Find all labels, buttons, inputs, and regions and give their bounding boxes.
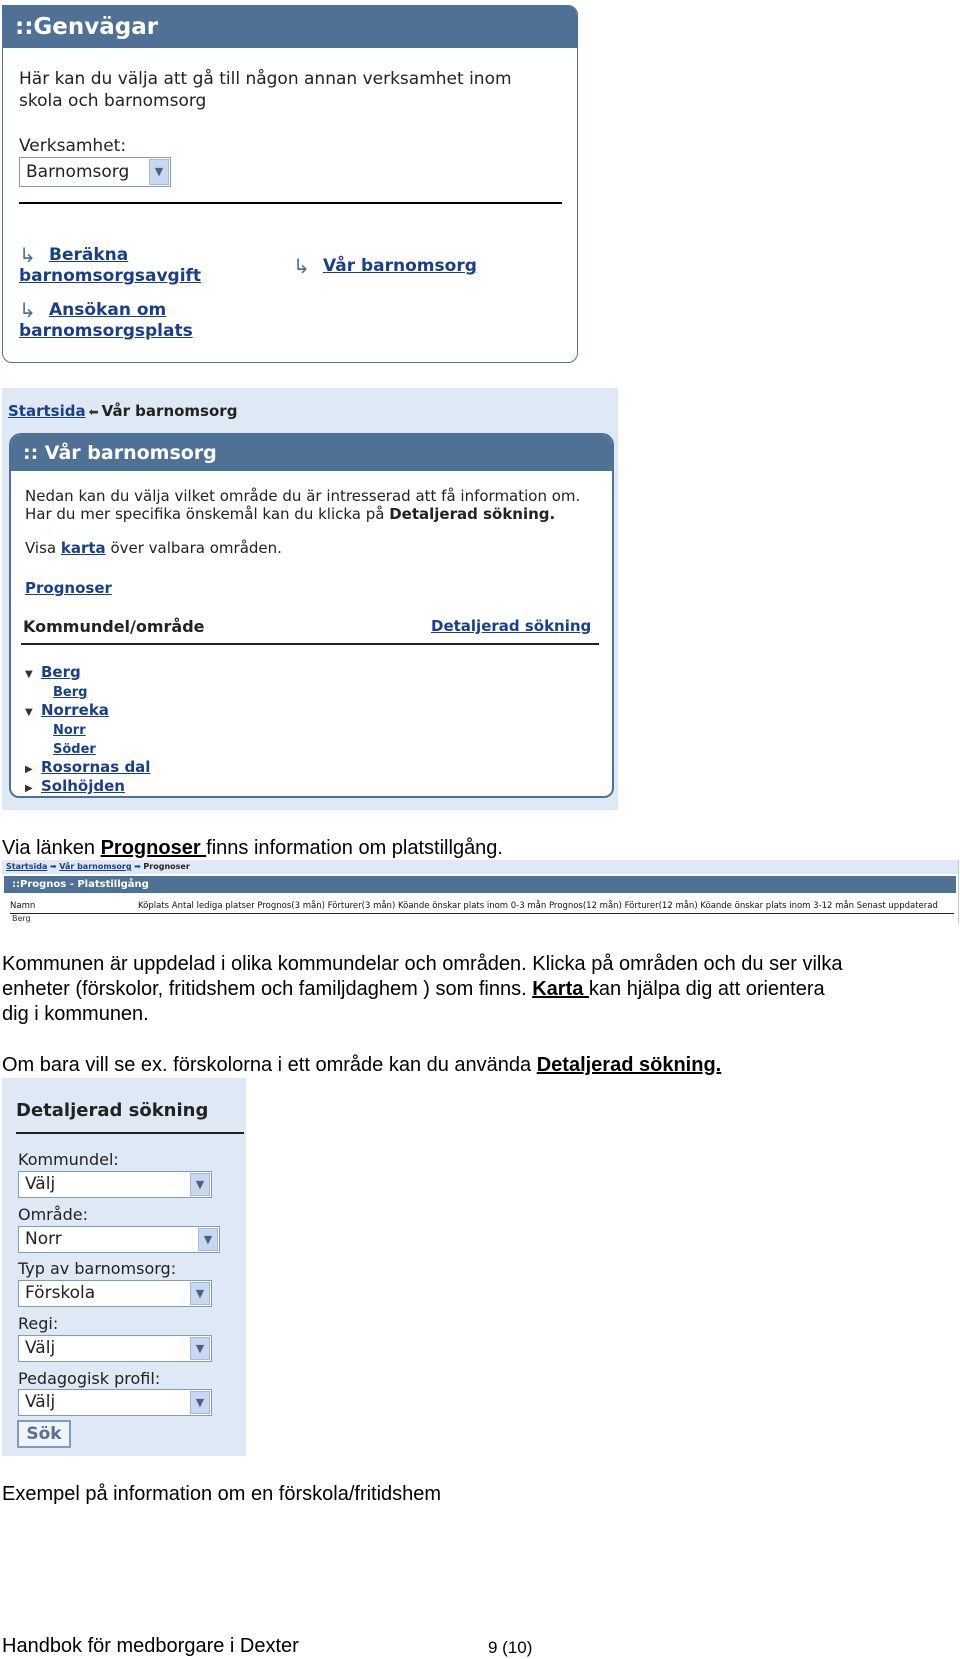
breadcrumb-startsida[interactable]: Startsida: [8, 402, 86, 420]
genvagar-title: ::Genvägar: [3, 6, 577, 48]
arrow-left-icon: ⬅: [88, 405, 99, 419]
kommundel-select[interactable]: [18, 1171, 212, 1198]
prognos-table-header: [10, 900, 954, 914]
berakna-link-line1[interactable]: Beräkna: [49, 245, 129, 265]
var-barnomsorg-link[interactable]: Vår barnomsorg: [323, 256, 477, 276]
typ-value: Förskola: [25, 1283, 96, 1303]
regi-label: Regi:: [18, 1314, 59, 1333]
chevron-down-icon: ▼: [190, 1173, 210, 1196]
breadcrumb-current: Vår barnomsorg: [101, 402, 238, 420]
var-barnomsorg-panel: [9, 433, 614, 798]
para2-line2-suffix: kan hjälpa dig att orientera: [588, 978, 825, 1000]
para1-prefix: Via länken: [2, 837, 101, 859]
prognos-title: ::Prognos - Platstillgång: [4, 876, 956, 893]
prognos-breadcrumb: Startsida ➡ Vår barnomsorg ➡ Prognoser: [2, 860, 958, 874]
para2-line1: Kommunen är uppdelad i olika kommundelar och områden. Klicka på områden och du ser vilka: [2, 953, 843, 975]
berakna-link-line2[interactable]: barnomsorgsavgift: [19, 266, 202, 286]
map-suffix: över valbara områden.: [105, 539, 282, 557]
prognos-crumb-mid[interactable]: Vår barnomsorg: [59, 862, 132, 871]
para1-link: Prognoser: [100, 837, 207, 859]
shortcut-ansokan[interactable]: [19, 300, 193, 342]
map-line: [25, 539, 282, 557]
profil-value: Välj: [25, 1392, 56, 1412]
triangle-right-icon: ▶: [25, 783, 33, 794]
prognoser-link[interactable]: Prognoser: [25, 579, 112, 597]
kommundel-value: Välj: [25, 1174, 56, 1194]
prognos-crumb-current: Prognoser: [143, 862, 190, 871]
tree-item-solhojden[interactable]: [25, 777, 150, 796]
curved-arrow-icon: ↳: [293, 254, 310, 278]
var-barnomsorg-screenshot: [2, 388, 618, 810]
tree-subitem-norr[interactable]: [25, 720, 150, 739]
chevron-down-icon: ▼: [190, 1282, 210, 1305]
para2-line2-prefix: enheter (förskolor, fritidshem och familjdaghem ) som finns.: [2, 978, 533, 1000]
para3-link: Detaljerad sökning.: [536, 1054, 722, 1076]
tree-item-norreka[interactable]: [25, 701, 150, 720]
regi-select[interactable]: [18, 1335, 212, 1362]
omrade-select[interactable]: [18, 1226, 220, 1253]
paragraph-detaljerad: [2, 1053, 721, 1078]
verksamhet-select[interactable]: [19, 157, 171, 187]
detaljerad-title: Detaljerad sökning: [16, 1100, 209, 1121]
verksamhet-value: Barnomsorg: [26, 162, 130, 182]
profil-select[interactable]: [18, 1389, 212, 1416]
profil-label: Pedagogisk profil:: [18, 1369, 161, 1388]
typ-label: Typ av barnomsorg:: [18, 1259, 177, 1278]
para2-karta-link: Karta: [532, 978, 589, 1000]
omrade-label: Område:: [18, 1205, 88, 1224]
breadcrumb: [8, 402, 237, 420]
omrade-value: Norr: [25, 1229, 62, 1249]
tree-item-rosornas-dal[interactable]: [25, 758, 150, 777]
intro-line2: [25, 505, 555, 523]
var-barnomsorg-title: :: Vår barnomsorg: [11, 435, 612, 471]
paragraph-exempel: Exempel på information om en förskola/fritidshem: [2, 1483, 442, 1505]
curved-arrow-icon: ↳: [19, 243, 36, 267]
genvagar-panel: [2, 5, 578, 363]
tree-link-norreka[interactable]: Norreka: [41, 701, 109, 719]
paragraph-prognoser: [2, 836, 503, 861]
table-row: Berg: [12, 914, 31, 923]
tree-link-soder[interactable]: Söder: [53, 742, 96, 757]
chevron-down-icon: ▼: [198, 1228, 218, 1251]
prognos-crumb-start[interactable]: Startsida: [6, 862, 48, 871]
typ-select[interactable]: [18, 1280, 212, 1307]
chevron-down-icon: ▼: [190, 1337, 210, 1360]
paragraph-kommundelar: [2, 952, 952, 1027]
divider: [19, 202, 562, 204]
shortcut-berakna[interactable]: [19, 245, 201, 287]
intro-line1: Nedan kan du välja vilket område du är intresserad att få information om.: [25, 487, 581, 505]
divider: [16, 1132, 244, 1134]
para3-prefix: Om bara vill se ex. förskolorna i ett område kan du använda: [2, 1054, 537, 1076]
kommundel-label: Kommundel:: [18, 1150, 119, 1169]
detaljerad-sokning-screenshot: [2, 1078, 246, 1456]
para2-line3: dig i kommunen.: [2, 1003, 149, 1025]
para2-line2: [2, 977, 952, 1002]
tree-subitem-soder[interactable]: [25, 739, 150, 758]
tree-item-berg[interactable]: [25, 663, 150, 682]
kommundel-heading: Kommundel/område: [23, 617, 205, 636]
triangle-right-icon: ▶: [25, 764, 33, 775]
intro-line2-bold: Detaljerad sökning.: [389, 505, 556, 523]
column-namn: Namn: [10, 901, 36, 911]
genvagar-intro: Här kan du välja att gå till någon annan verksamhet inom skola och barnomsorg: [19, 69, 512, 111]
footer-title: Handbok för medborgare i Dexter: [2, 1635, 299, 1657]
tree-subitem-berg[interactable]: [25, 682, 150, 701]
karta-link[interactable]: karta: [60, 539, 106, 557]
search-button[interactable]: Sök: [17, 1420, 71, 1448]
chevron-down-icon: ▼: [190, 1391, 210, 1414]
tree-link-solhojden[interactable]: Solhöjden: [41, 777, 125, 795]
tree-link-berg-sub[interactable]: Berg: [53, 685, 88, 700]
divider: [21, 643, 599, 645]
ansokan-link-line2[interactable]: barnomsorgsplats: [19, 321, 193, 341]
tree-link-berg[interactable]: Berg: [41, 663, 81, 681]
tree-link-norr[interactable]: Norr: [53, 723, 86, 738]
curved-arrow-icon: ↳: [19, 298, 36, 322]
regi-value: Välj: [25, 1338, 56, 1358]
verksamhet-label: Verksamhet:: [19, 136, 127, 156]
ansokan-link-line1[interactable]: Ansökan om: [49, 300, 167, 320]
area-tree: [25, 663, 150, 796]
triangle-down-icon: ▼: [25, 669, 33, 680]
tree-link-rosornas-dal[interactable]: Rosornas dal: [41, 758, 151, 776]
chevron-down-icon: ▼: [149, 159, 169, 185]
triangle-down-icon: ▼: [25, 707, 33, 718]
footer-page-number: 9 (10): [488, 1638, 533, 1657]
map-prefix: Visa: [25, 539, 61, 557]
prognos-screenshot: [2, 860, 959, 924]
detaljerad-sokning-link[interactable]: Detaljerad sökning: [431, 617, 592, 635]
shortcut-var-barnomsorg[interactable]: [293, 256, 477, 277]
column-rest: Köplats Antal lediga platser Prognos(3 mån) Förturer(3 mån) Köande önskar plats inom 0-3 mån Prognos(12 mån) Förturer(12 mån) Köande önskar plats inom 3-12 mån Senast uppdaterad: [138, 901, 938, 911]
para1-suffix: finns information om platstillgång.: [206, 837, 503, 859]
intro-line2-prefix: Har du mer specifika önskemål kan du klicka på: [25, 505, 390, 523]
